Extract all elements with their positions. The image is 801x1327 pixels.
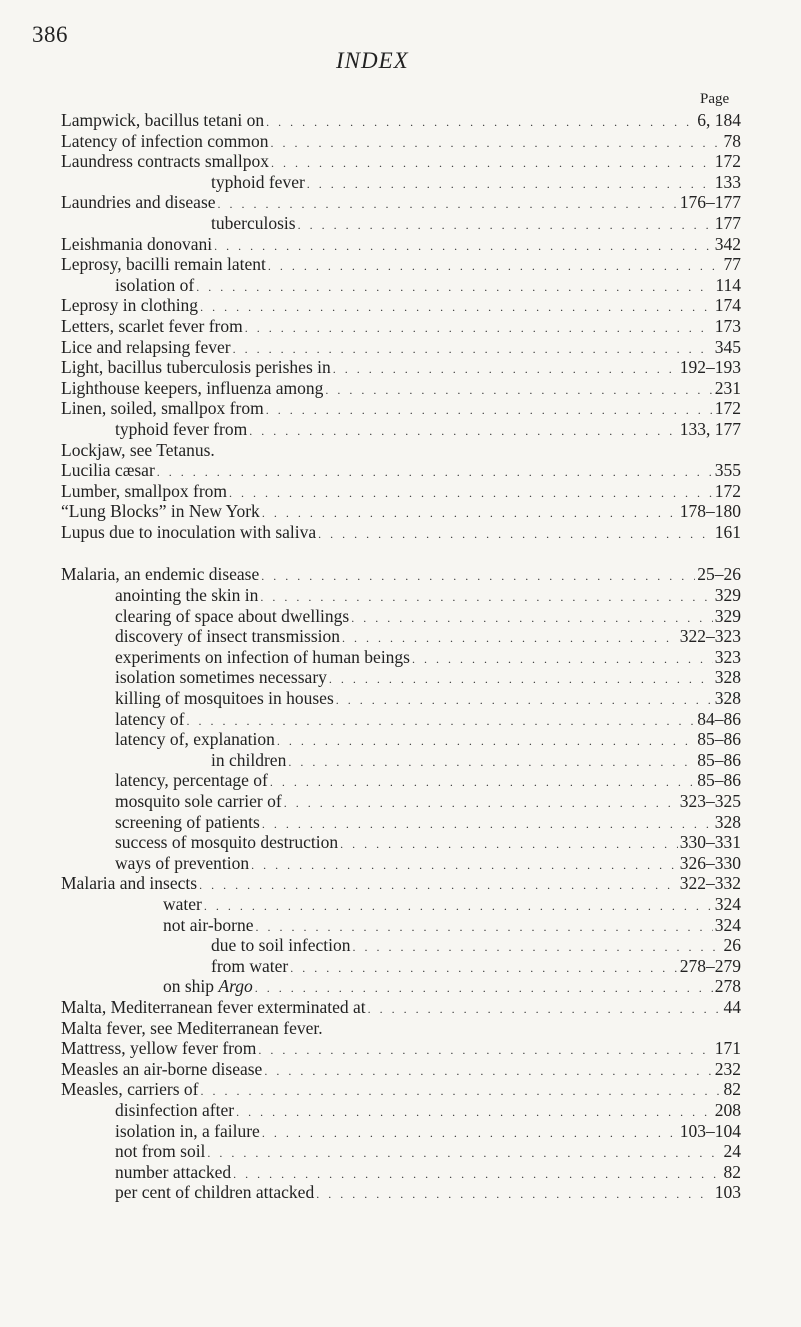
dot-leader — [353, 937, 722, 958]
dot-leader — [199, 875, 678, 896]
dot-leader — [288, 752, 695, 773]
entry-page: 278–279 — [679, 955, 741, 976]
entry-page: 133 — [714, 171, 741, 192]
entry-page: 171 — [714, 1038, 741, 1059]
entry-page: 26 — [723, 935, 741, 956]
entry-text: on ship Argo — [163, 976, 253, 997]
entry-text: Measles, carriers of — [61, 1079, 199, 1100]
entry-page: 172 — [714, 480, 741, 501]
index-subentry — [61, 172, 741, 193]
entry-page: 342 — [714, 233, 741, 254]
entry-text: Lucilia cæsar — [61, 460, 155, 481]
entry-text: in children — [211, 749, 287, 770]
entry-page: 174 — [714, 295, 741, 316]
entry-page: 176–177 — [679, 192, 741, 213]
dot-leader — [412, 649, 713, 670]
dot-leader — [340, 834, 678, 855]
dot-leader — [333, 359, 678, 380]
entry-page: 329 — [714, 585, 741, 606]
entry-page: 103 — [714, 1182, 741, 1203]
dot-leader — [233, 339, 713, 360]
index-entry — [61, 440, 741, 461]
dot-leader — [249, 421, 678, 442]
entry-text: Leprosy in clothing — [61, 295, 199, 316]
dot-leader — [271, 133, 722, 154]
index-subentry — [61, 667, 741, 688]
index-entry — [61, 110, 741, 131]
entry-page: 355 — [714, 460, 741, 481]
entry-page: 278 — [714, 976, 741, 997]
entry-text: “Lung Blocks” in New York — [61, 501, 260, 522]
index-entry — [61, 295, 741, 316]
dot-leader — [336, 690, 713, 711]
entry-text: latency, percentage of — [115, 770, 268, 791]
index-entry — [61, 357, 741, 378]
entry-text: isolation sometimes necessary — [115, 667, 327, 688]
page-number: 386 — [32, 22, 68, 47]
entry-text: Leishmania donovani — [61, 233, 213, 254]
dot-leader — [260, 587, 712, 608]
entry-page: 44 — [723, 996, 741, 1017]
dot-leader — [261, 566, 695, 587]
index-entry — [61, 522, 741, 543]
entry-text: Lupus due to inoculation with saliva — [61, 521, 317, 542]
entry-text: Letters, scarlet fever from — [61, 315, 243, 336]
entry-page: 82 — [723, 1079, 741, 1100]
dot-leader — [270, 772, 695, 793]
entry-text: screening of patients — [115, 811, 260, 832]
entry-page: 103–104 — [679, 1120, 741, 1141]
entry-text: anointing the skin in — [115, 585, 259, 606]
index-entry — [61, 481, 741, 502]
dot-leader — [236, 1102, 713, 1123]
entry-text: Lice and relapsing fever — [61, 336, 231, 357]
dot-leader — [258, 1040, 712, 1061]
entry-text: ways of prevention — [115, 852, 250, 873]
entry-page: 133, 177 — [679, 418, 741, 439]
entry-page: 329 — [714, 605, 741, 626]
index-subentry — [61, 606, 741, 627]
index-list — [61, 110, 741, 1203]
entry-text: typhoid fever from — [115, 418, 248, 439]
dot-leader — [271, 153, 713, 174]
index-subentry — [61, 419, 741, 440]
entry-text: Laundress contracts smallpox — [61, 151, 270, 172]
entry-page: 322–332 — [679, 873, 741, 894]
index-subentry — [61, 976, 741, 997]
dot-leader — [233, 1164, 721, 1185]
dot-leader — [368, 999, 722, 1020]
index-entry — [61, 1038, 741, 1059]
index-entry — [61, 460, 741, 481]
entry-page: 172 — [714, 151, 741, 172]
dot-leader — [196, 277, 713, 298]
entry-text: per cent of children attacked — [115, 1182, 315, 1203]
dot-leader — [262, 1123, 678, 1144]
index-entry — [61, 337, 741, 358]
dot-leader — [266, 400, 713, 421]
index-entry — [61, 997, 741, 1018]
index-subentry — [61, 853, 741, 874]
entry-text: Malta, Mediterranean fever exterminated at — [61, 996, 366, 1017]
entry-page: 177 — [714, 212, 741, 233]
page-column-heading: Page — [700, 91, 730, 107]
entry-page: 323 — [714, 646, 741, 667]
entry-text: Linen, soiled, smallpox from — [61, 398, 264, 419]
dot-leader — [214, 236, 713, 257]
index-entry — [61, 1018, 741, 1039]
dot-leader — [256, 917, 713, 938]
index-entry — [61, 151, 741, 172]
entry-text: number attacked — [115, 1161, 232, 1182]
index-entry — [61, 398, 741, 419]
dot-leader — [329, 669, 713, 690]
dot-leader — [266, 112, 695, 133]
entry-page: 330–331 — [679, 832, 741, 853]
dot-leader — [255, 978, 713, 999]
dot-leader — [262, 503, 678, 524]
entry-text: water — [163, 893, 202, 914]
entry-text: success of mosquito destruction — [115, 832, 339, 853]
entry-text: due to soil infection — [211, 935, 351, 956]
index-subentry — [61, 894, 741, 915]
index-entry — [61, 131, 741, 152]
entry-text: Measles an air-borne disease — [61, 1058, 263, 1079]
entry-text: Laundries and disease — [61, 192, 216, 213]
dot-leader — [218, 194, 678, 215]
index-entry — [61, 501, 741, 522]
entry-page: 78 — [723, 130, 741, 151]
index-subentry — [61, 915, 741, 936]
entry-text: Malaria, an endemic disease — [61, 564, 260, 585]
index-subentry — [61, 956, 741, 977]
entry-text: isolation in, a failure — [115, 1120, 260, 1141]
index-subentry — [61, 213, 741, 234]
entry-text: Latency of infection common — [61, 130, 269, 151]
dot-leader — [264, 1061, 712, 1082]
dot-leader — [262, 814, 713, 835]
entry-text: not from soil — [115, 1141, 206, 1162]
entry-page: 232 — [714, 1058, 741, 1079]
index-subentry — [61, 1121, 741, 1142]
entry-text: Lampwick, bacillus tetani on — [61, 110, 265, 130]
index-subentry — [61, 729, 741, 750]
entry-text: discovery of insect transmission — [115, 626, 341, 647]
dot-leader — [207, 1143, 721, 1164]
dot-leader — [325, 380, 712, 401]
entry-page: 6, 184 — [697, 110, 741, 130]
index-subentry — [61, 1182, 741, 1203]
dot-leader — [307, 174, 713, 195]
index-entry — [61, 192, 741, 213]
running-title: INDEX — [336, 48, 409, 73]
entry-page: 328 — [714, 811, 741, 832]
entry-page: 328 — [714, 667, 741, 688]
entry-text: clearing of space about dwellings — [115, 605, 350, 626]
entry-page: 161 — [714, 521, 741, 542]
entry-text: Malta fever, see Mediterranean fever. — [61, 1017, 323, 1038]
index-subentry — [61, 935, 741, 956]
dot-leader — [316, 1184, 713, 1205]
entry-text: Lighthouse keepers, influenza among — [61, 377, 324, 398]
index-subentry — [61, 750, 741, 771]
entry-page: 324 — [714, 893, 741, 914]
dot-leader — [157, 462, 713, 483]
entry-page: 192–193 — [679, 357, 741, 378]
index-subentry — [61, 626, 741, 647]
dot-leader — [318, 524, 713, 545]
index-entry — [61, 873, 741, 894]
dot-leader — [245, 318, 713, 339]
index-subentry — [61, 1100, 741, 1121]
entry-text: Leprosy, bacilli remain latent — [61, 254, 266, 275]
entry-text: killing of mosquitoes in houses — [115, 688, 334, 709]
entry-page: 328 — [714, 688, 741, 709]
index-subentry — [61, 1141, 741, 1162]
entry-text: typhoid fever — [211, 171, 305, 192]
entry-text: tuberculosis — [211, 212, 296, 233]
entry-page: 77 — [723, 254, 741, 275]
dot-leader — [284, 793, 678, 814]
dot-leader — [186, 711, 695, 732]
index-entry — [61, 1079, 741, 1100]
index-subentry — [61, 585, 741, 606]
entry-page: 114 — [715, 274, 741, 295]
entry-page: 85–86 — [697, 770, 741, 791]
entry-text: isolation of — [115, 274, 195, 295]
dot-leader — [201, 1081, 722, 1102]
dot-leader — [290, 958, 677, 979]
entry-page: 345 — [714, 336, 741, 357]
entry-text: from water — [211, 955, 289, 976]
entry-page: 24 — [723, 1141, 741, 1162]
entry-page: 82 — [723, 1161, 741, 1182]
index-subentry — [61, 812, 741, 833]
entry-text: Lockjaw, see Tetanus. — [61, 439, 215, 460]
index-subentry — [61, 647, 741, 668]
index-subentry — [61, 791, 741, 812]
entry-page: 324 — [714, 914, 741, 935]
index-entry — [61, 1059, 741, 1080]
entry-page: 172 — [714, 398, 741, 419]
dot-leader — [298, 215, 713, 236]
dot-leader — [204, 896, 713, 917]
entry-page: 208 — [714, 1099, 741, 1120]
entry-text: experiments on infection of human beings — [115, 646, 410, 667]
entry-text: mosquito sole carrier of — [115, 791, 282, 811]
dot-leader — [251, 855, 678, 876]
entry-text: not air-borne — [163, 914, 254, 935]
entry-page: 326–330 — [679, 852, 741, 873]
index-subentry — [61, 770, 741, 791]
entry-text: Malaria and insects — [61, 873, 198, 894]
index-entry — [61, 316, 741, 337]
dot-leader — [342, 628, 678, 649]
dot-leader — [268, 256, 722, 277]
entry-text: Lumber, smallpox from — [61, 480, 228, 501]
entry-text: Light, bacillus tuberculosis perishes in — [61, 357, 331, 378]
entry-page: 25–26 — [697, 564, 741, 585]
entry-text: Mattress, yellow fever from — [61, 1038, 257, 1059]
index-subentry — [61, 1162, 741, 1183]
entry-page: 231 — [714, 377, 741, 398]
dot-leader — [351, 608, 713, 629]
entry-page: 323–325 — [679, 791, 741, 811]
dot-leader — [200, 297, 713, 318]
index-subentry — [61, 688, 741, 709]
entry-page: 178–180 — [679, 501, 741, 522]
entry-page: 85–86 — [697, 749, 741, 770]
entry-page: 85–86 — [697, 729, 741, 750]
dot-leader — [277, 731, 695, 752]
index-subentry — [61, 709, 741, 730]
index-subentry — [61, 275, 741, 296]
section-gap — [61, 542, 741, 564]
dot-leader — [229, 483, 713, 504]
index-entry — [61, 564, 741, 585]
entry-text: latency of — [115, 708, 185, 729]
index-entry — [61, 378, 741, 399]
entry-text: disinfection after — [115, 1099, 235, 1120]
entry-page: 173 — [714, 315, 741, 336]
index-entry — [61, 254, 741, 275]
entry-text: latency of, explanation — [115, 729, 275, 750]
entry-page: 84–86 — [697, 708, 741, 729]
index-subentry — [61, 832, 741, 853]
index-entry — [61, 234, 741, 255]
entry-page: 322–323 — [679, 626, 741, 647]
